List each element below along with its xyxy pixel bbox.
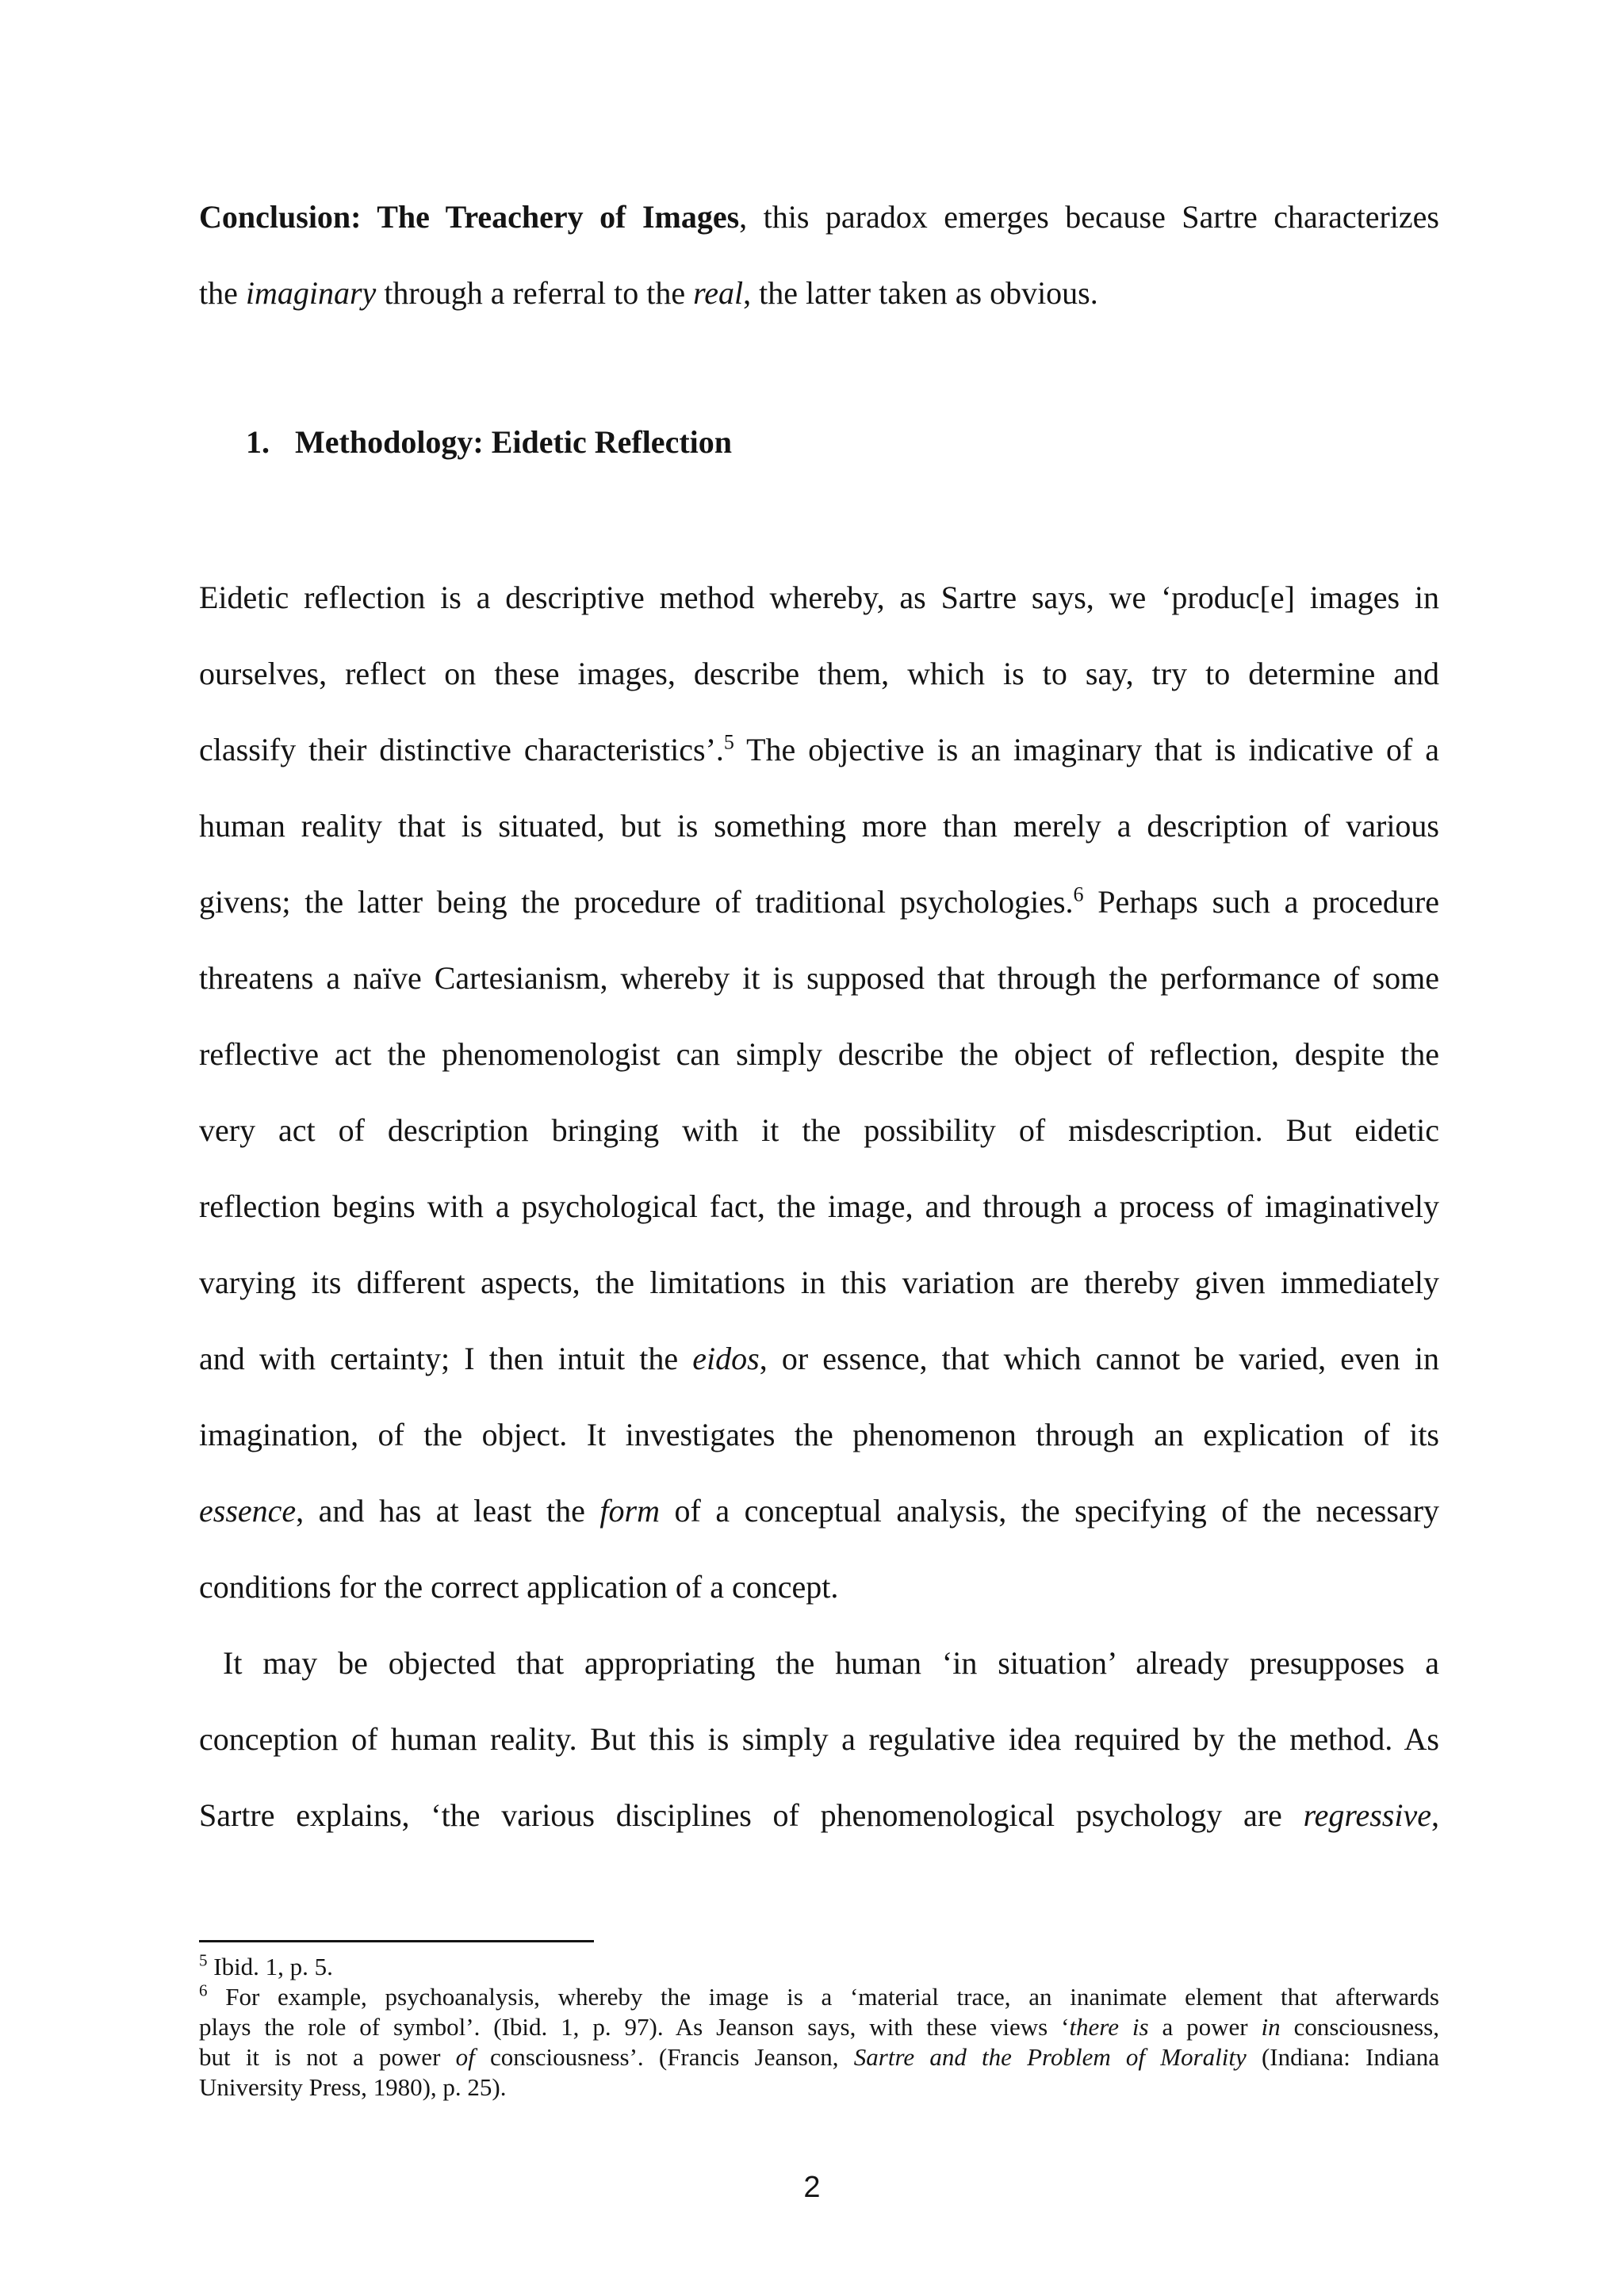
page-number: 2 xyxy=(803,2171,821,2204)
text-line: reflective act the phenomenologist can simply describe the object of reflection, despite the xyxy=(199,1036,1439,1072)
text-line: human reality that is situated, but is something more than merely a description of various xyxy=(199,808,1439,844)
text-line: Conclusion: The Treachery of Images, this paradox emerges because Sartre characterizes xyxy=(199,199,1439,235)
emphasis: imaginary xyxy=(245,275,377,311)
footnote-ref[interactable]: 5 xyxy=(723,730,734,754)
text-line: and with certainty; I then intuit the eidos, or essence, that which cannot be varied, even in xyxy=(199,1341,1439,1376)
text-line: Sartre explains, ‘the various disciplines of phenomenological psychology are regressive, xyxy=(199,1797,1439,1833)
footnote-separator xyxy=(199,1940,594,1942)
text-line: classify their distinctive characteristics’.$^5$ The objective is an imaginary that is indicative of a xyxy=(199,730,1439,767)
footnote-number: 5 xyxy=(199,1950,208,1970)
body-paragraph-2 xyxy=(199,1625,1439,1854)
footnote-ref[interactable]: 6 xyxy=(1073,882,1084,906)
text-line: conditions for the correct application of a concept. xyxy=(199,1569,839,1605)
section-number: 1. xyxy=(246,424,270,460)
text-line: threatens a naïve Cartesianism, whereby it is supposed that through the performance of some xyxy=(199,960,1439,996)
emphasis: eidos xyxy=(692,1341,760,1376)
footnote-6-line: $^6$ For example, psychoanalysis, whereby the image is a ‘material trace, an inanimate element that afterwards xyxy=(199,1980,1439,2011)
emphasis: of xyxy=(455,2043,475,2071)
text-line: givens; the latter being the procedure of traditional psychologies.$^6$ Perhaps such a procedure xyxy=(199,882,1439,920)
text-line: imagination, of the object. It investigates the phenomenon through an explication of its xyxy=(199,1417,1439,1452)
emphasis: real xyxy=(693,275,744,311)
text-line: very act of description bringing with it the possibility of misdescription. But eidetic xyxy=(199,1112,1439,1148)
bold-lead: Conclusion: The Treachery of Images xyxy=(199,199,740,235)
body-paragraph-1 xyxy=(199,560,1439,1625)
text-line: conception of human reality. But this is simply a regulative idea required by the method. As xyxy=(199,1721,1439,1757)
text-line: ourselves, reflect on these images, describe them, which is to say, try to determine and xyxy=(199,656,1439,691)
emphasis: there is xyxy=(1069,2013,1149,2041)
text-line: varying its different aspects, the limitations in this variation are thereby given immediately xyxy=(199,1265,1439,1300)
intro-paragraph xyxy=(199,179,1439,331)
section-title: Methodology: Eidetic Reflection xyxy=(295,424,732,460)
text-line: reflection begins with a psychological fact, the image, and through a process of imaginatively xyxy=(199,1188,1439,1224)
footnote-6-line: plays the role of symbol’. (Ibid. 1, p. 97). As Jeanson says, with these views ‘there is a power in consciousness, xyxy=(199,2013,1439,2041)
text-line: the imaginary through a referral to the real, the latter taken as obvious. xyxy=(199,275,1098,311)
footnote-6-line: University Press, 1980), p. 25). xyxy=(199,2073,507,2101)
footnote-6-line: but it is not a power of consciousness’. (Francis Jeanson, Sartre and the Problem of Morality (Indiana: Indiana xyxy=(199,2043,1439,2071)
emphasis: essence xyxy=(199,1493,297,1529)
emphasis: form xyxy=(599,1493,660,1529)
footnote-number: 6 xyxy=(199,1980,208,2000)
footnotes xyxy=(199,1952,1439,2103)
text-line: It may be objected that appropriating the human ‘in situation’ already presupposes a xyxy=(223,1645,1439,1681)
text-line: Eidetic reflection is a descriptive method whereby, as Sartre says, we ‘produc[e] images in xyxy=(199,580,1439,615)
footnote-5: $^5$ Ibid. 1, p. 5. xyxy=(199,1950,333,1980)
emphasis: in xyxy=(1261,2013,1281,2041)
section-heading xyxy=(246,420,732,465)
emphasis: regressive xyxy=(1303,1797,1431,1833)
book-title: Sartre and the Problem of Morality xyxy=(853,2043,1247,2071)
text-line: essence, and has at least the form of a conceptual analysis, the specifying of the necessary xyxy=(199,1493,1439,1529)
